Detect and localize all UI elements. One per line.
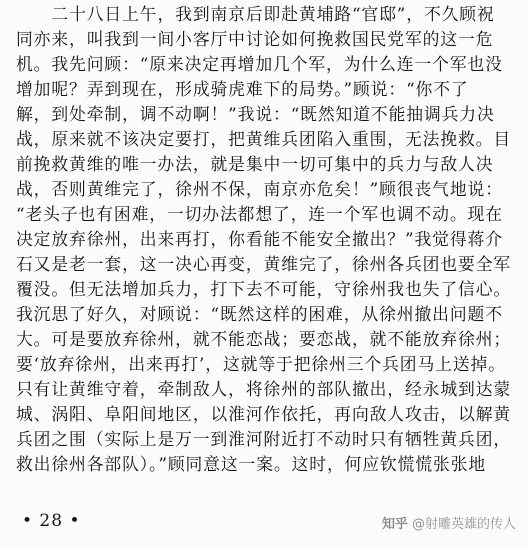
text-line: 二十八日上午，我到南京后即赴黄埔路“官邸”，不久顾祝 (16, 4, 495, 24)
text-line: 决定放弃徐州，出来再打，你看能不能安全撤出？”我觉得蒋介 (16, 229, 503, 249)
text-line: 解，到处牵制，调不动啊！”我说：“既然知道不能抽调兵力决 (16, 104, 495, 124)
text-line: 战，原来就不该决定要打，把黄维兵团陷入重围，无法挽救。目 (16, 129, 512, 149)
text-line: 战，否则黄维完了，徐州不保，南京亦危矣！”顾很丧气地说： (16, 179, 503, 199)
text-line: 城、涡阳、阜阳间地区，以淮河作依托，再向敌人攻击，以解黄 (16, 404, 512, 424)
text-line: 石又是老一套，这一决心再变，黄维完了，徐州各兵团也要全军 (16, 254, 512, 274)
text-line: 大。可是要放弃徐州，就不能恋战；要恋战，就不能放弃徐州； (16, 329, 512, 349)
watermark-text: @射雕英雄的传人 (411, 517, 516, 532)
text-line: 要‘放弃徐州，出来再打’，这就等于把徐州三个兵团马上送掉。 (16, 354, 506, 374)
text-line: 机。我先问顾：“原来决定再增加几个军，为什么连一个军也没 (16, 54, 503, 74)
text-line: 前挽救黄维的唯一办法，就是集中一切可集中的兵力与敌人决 (16, 154, 494, 174)
zhihu-logo: 知乎 (381, 517, 408, 532)
text-line: 覆没。但无法增加兵力，打下去不可能，守徐州我也失了信心。 (16, 279, 512, 299)
text-line: 兵团之围（实际上是万一到淮河附近打不动时只有牺牲黄兵团， (16, 429, 512, 449)
text-line: 我沉思了好久，对顾说：“既然这样的困难，从徐州撤出问题不 (16, 304, 503, 324)
text-line: 救出徐州各部队）。”顾同意这一案。这时，何应钦慌慌张张地 (16, 454, 487, 474)
watermark (382, 513, 516, 532)
page-number: • 28 • (22, 511, 81, 531)
text-line: 增加呢？弄到现在，形成骑虎难下的局势。”顾说：“你不了 (16, 79, 469, 99)
text-line: “老头子也有困难，一切办法都想了，连一个军也调不动。现在 (16, 204, 503, 224)
document-body (16, 2, 516, 477)
page-footer (0, 502, 528, 542)
text-line: 只有让黄维守着，牵制敌人，将徐州的部队撤出，经永城到达蒙 (16, 379, 512, 399)
text-line: 同亦来，叫我到一间小客厅中讨论如何挽救国民党军的这一危 (16, 29, 494, 49)
